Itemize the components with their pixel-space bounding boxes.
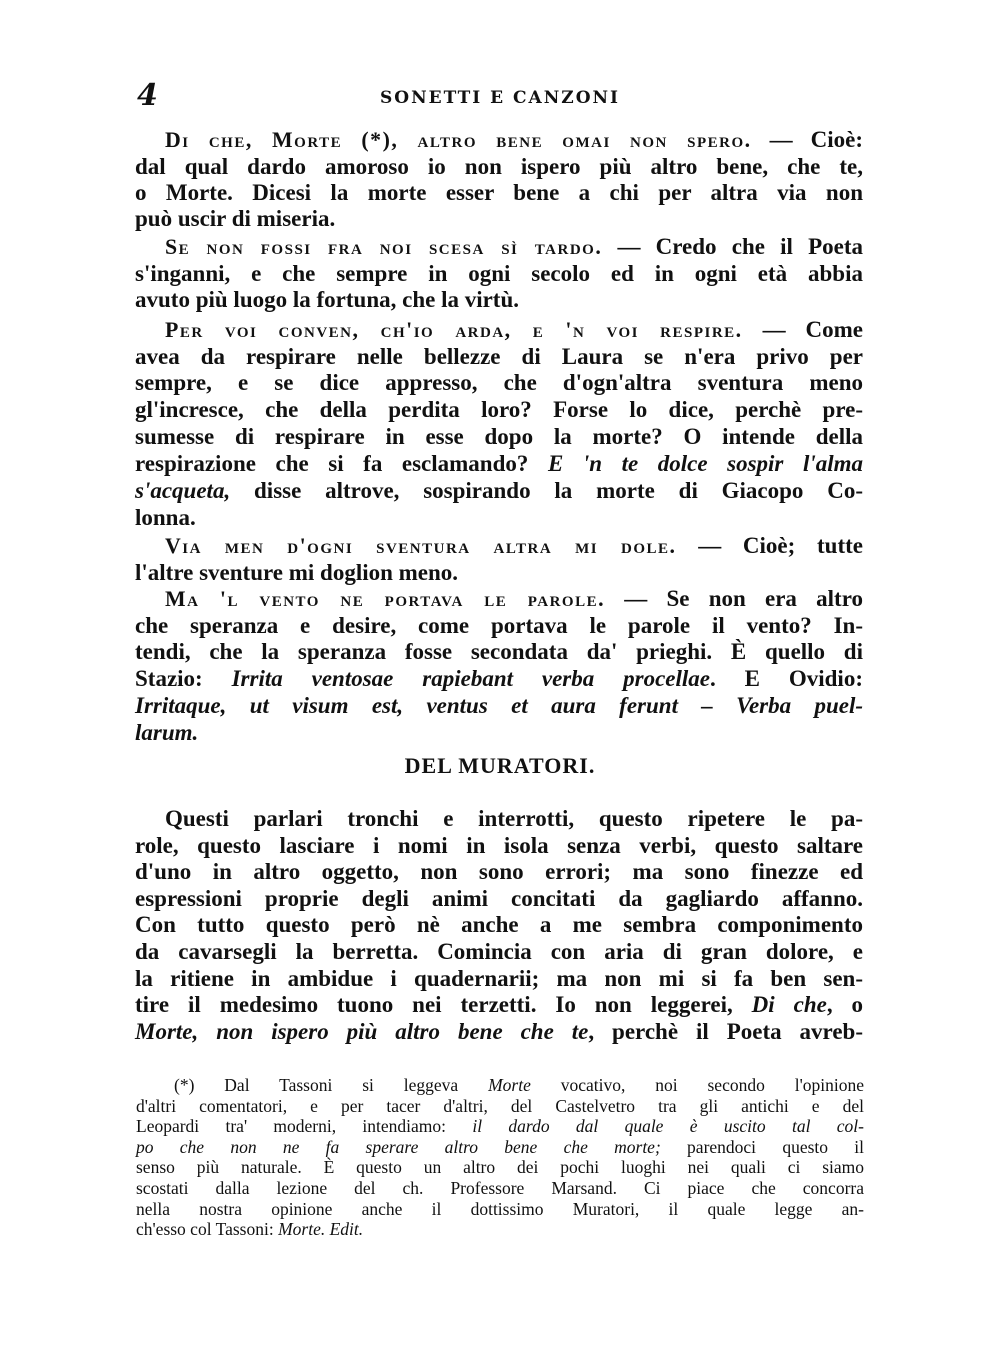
text-segment: tire il medesimo tuono nei terzetti. Io non leggerei, [135,992,752,1018]
text-segment: espressioni proprie degli animi concitati da gagliardo affanno. [135,885,863,911]
italic-quote: Irritaque, ut visum est, ventus et aura ferunt – Verba puel- [135,693,863,718]
text-line [136,1116,864,1136]
text-line [136,1157,864,1177]
text-segment: , perchè il Poeta avreb- [588,1018,864,1044]
text-segment: disse altrove, sospirando la morte di Giacopo Co- [230,478,863,503]
page-number: 4 [137,78,158,113]
text-segment: respirazione che si fa esclamando? [135,451,548,476]
text-line [135,478,863,504]
text-line [135,666,863,692]
italic-quote: larum. [135,720,199,745]
text-line [135,939,863,965]
text-line [135,639,863,665]
text-segment: — Se non era altro [605,586,863,611]
text-line [135,370,863,396]
text-line [135,992,863,1018]
text-segment: l'altre sventure mi doglion meno. [135,560,459,585]
text-line [136,1096,864,1116]
text-line [135,505,863,531]
text-line [135,966,863,992]
lemma-quote: Via men d'ogni sventura altra mi dole. [165,534,677,558]
text-line [136,1219,864,1239]
text-line [135,859,863,885]
text-line [135,154,863,180]
italic-quote: po che non ne fa sperare altro bene che morte; [136,1136,661,1157]
text-segment: o Morte. Dicesi la morte esser bene a chi per altra via non [135,180,863,205]
text-segment: d'uno in altro oggetto, non sono errori; ma sono finezze ed [135,859,863,885]
text-line [135,533,863,559]
text-line [135,806,863,832]
italic-quote: Morte. Edit. [278,1219,364,1240]
text-segment: Questi parlari tronchi e interrotti, questo ripetere le pa- [165,806,863,831]
text-segment: la ritiene in ambidue i quadernarii; ma non mi si fa ben sen- [135,965,863,991]
text-line [135,720,863,746]
text-line [135,424,863,450]
italic-quote: Morte [488,1075,531,1095]
text-segment: Leopardi tra' moderni, intendiamo: [136,1116,473,1137]
text-segment: — Cioè: [751,127,863,152]
text-line [135,261,863,287]
text-segment: vocativo, noi secondo l'opinione [530,1075,864,1095]
text-segment: scostati dalla lezione del ch. Professore Marsand. Ci piace che concorra [136,1178,864,1198]
italic-quote: Di che [751,992,827,1018]
text-segment: che speranza e desire, come portava le parole il vento? In- [135,613,863,638]
text-segment: — Credo che il Poeta [602,234,864,259]
text-segment: (*) Dal Tassoni si leggeva [174,1075,489,1095]
text-line [135,586,863,612]
text-segment: d'altri comentatori, e per tacer d'altri, del Castelvetro tra gli antichi e del [136,1095,864,1116]
text-line [135,287,863,313]
lemma-quote: Ma 'l vento ne portava le parole. [165,587,606,611]
lemma-quote: Se non fossi fra noi scesa sì tardo. [165,235,603,259]
text-line [135,693,863,719]
text-line [135,127,863,153]
lemma-quote: Di che, Morte (*), altro bene omai non spero. [165,128,752,152]
text-segment: avuto più luogo la fortuna, che la virtù. [135,287,520,312]
text-segment: parendoci questo il [660,1136,864,1157]
text-segment: sempre, e se dice appresso, che d'ogn'altra sventura meno [135,370,863,395]
italic-quote: E 'n te dolce sospir l'alma [547,451,864,476]
text-segment: — Cioè; tutte [676,533,863,558]
text-segment: Con tutto questo però nè anche a me sembra componimento [135,912,863,938]
text-segment: s'inganni, e che sempre in ogni secolo ed in ogni età abbia [135,261,863,286]
text-line [135,397,863,423]
text-segment: avea da respirare nelle bellezze di Laura se n'era privo per [135,344,863,369]
text-segment: nella nostra opinione anche il dottissimo Muratori, il quale legge an- [136,1198,864,1219]
italic-quote: s'acqueta, [135,478,231,503]
text-segment: Stazio: [135,666,232,691]
text-line [135,344,863,370]
text-segment: role, questo lasciare i nomi in isola senza verbi, questo saltare [135,832,863,858]
text-segment: può uscir di miseria. [135,206,336,231]
text-line [136,1199,864,1219]
italic-quote: Morte, non ispero più altro bene che te [135,1018,589,1044]
text-line [135,206,863,232]
text-segment: dal qual dardo amoroso io non ispero più altro bene, che te, [135,154,863,179]
italic-quote: Irrita ventosae rapiebant verba procellae [231,666,710,691]
text-line [135,833,863,859]
text-line [135,451,863,477]
text-segment: gl'increscе, che della perdita loro? Forse lo dice, perchè pre- [135,397,863,422]
text-segment: tendi, che la speranza fosse secondata da' prieghi. È quello di [135,639,863,664]
text-segment: sumesse di respirare in esse dopo la morte? O intende della [135,424,863,449]
italic-quote: il dardo dal quale è uscito tal col- [472,1116,864,1137]
text-segment: , o [826,992,864,1018]
text-segment: ch'esso col Tassoni: [136,1219,279,1240]
text-line [135,886,863,912]
text-segment: lonna. [135,505,196,530]
text-line [135,1019,863,1045]
text-line [135,180,863,206]
text-segment: senso più naturale. È questo un altro dei pochi luoghi nei quali ci siamo [136,1157,864,1178]
text-segment: — Come [742,317,864,342]
text-line [135,613,863,639]
text-line [135,317,863,343]
running-title: SONETTI E CANZONI [380,88,620,108]
text-line [136,1075,864,1095]
section-heading: DEL MURATORI. [404,753,596,778]
text-line [136,1178,864,1198]
text-line [136,1137,864,1157]
text-segment: . E Ovidio: [710,666,863,691]
lemma-quote: Per voi conven, ch'io arda, e 'n voi respire. [165,318,743,342]
text-line [135,234,863,260]
text-line [135,560,863,586]
text-line [135,912,863,938]
text-segment: da cavarsegli la berretta. Comincia con aria di gran dolore, e [135,939,863,964]
